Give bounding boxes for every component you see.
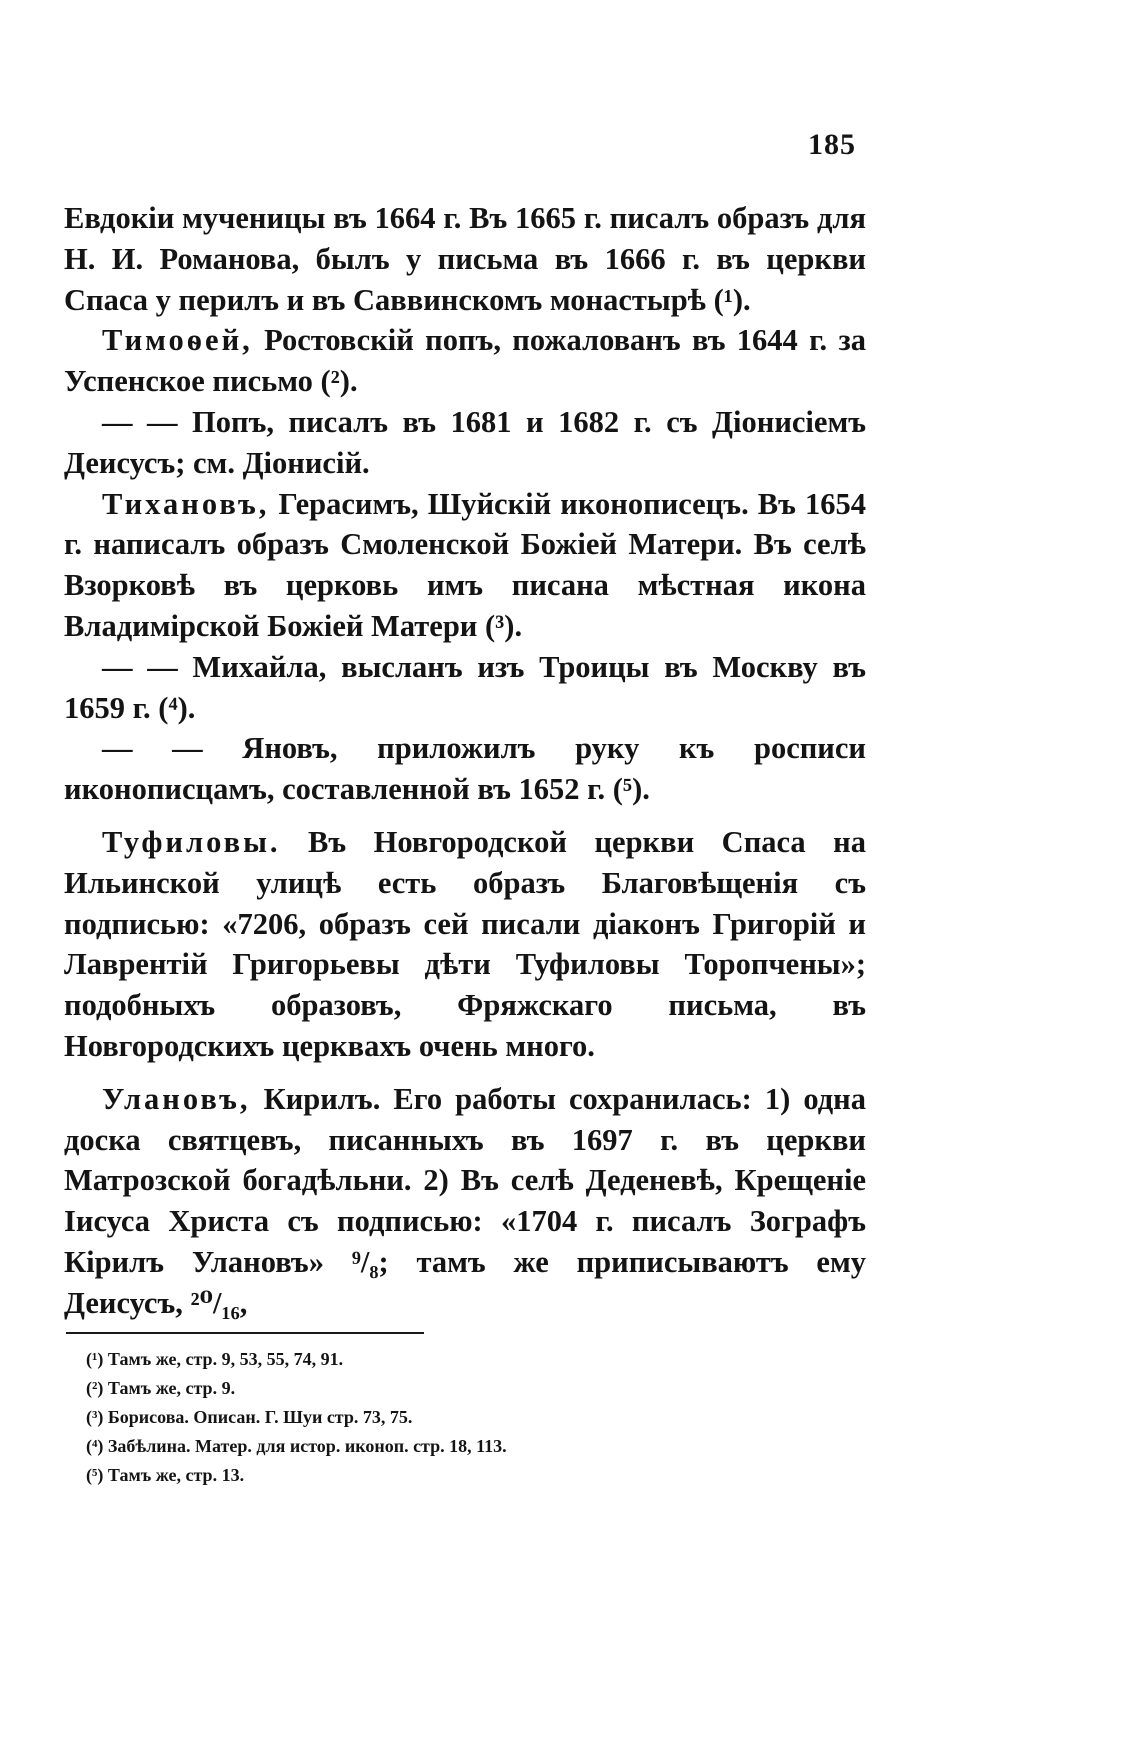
page-number: 185 <box>808 128 856 161</box>
footnote <box>86 1374 846 1403</box>
paragraph <box>64 647 866 729</box>
footnote-mark: (²) <box>86 1378 104 1398</box>
paragraph <box>64 320 866 402</box>
ditto-dashes: — — <box>102 404 178 439</box>
paragraph <box>64 822 866 1067</box>
footnote-text: Борисова. Описан. Г. Шуи стр. 73, 75. <box>107 1407 413 1427</box>
paragraph <box>64 198 866 320</box>
paragraph <box>64 1079 866 1324</box>
paragraph-text: Евдокіи мученицы въ 1664 г. Въ 1665 г. писалъ образъ для Н. И. Романова, былъ у письма въ 1666 г. въ церкви Спаса у перилъ и въ Саввинскомъ монастырѣ (¹). <box>64 201 866 317</box>
entry-heading: Улановъ, <box>102 1081 251 1116</box>
entry-heading: Тихановъ, <box>102 486 270 521</box>
entry-heading: Туфиловы. <box>102 824 281 859</box>
footnote <box>86 1403 846 1432</box>
footnotes <box>86 1345 846 1490</box>
footnote-mark: (⁴) <box>86 1436 104 1456</box>
paragraph-text: Въ Новгородской церкви Спаса на Ильинской улицѣ есть образъ Благовѣщенія съ подписью: «7206, образъ сей писали діаконъ Григорій и Лаврентій Григорьевы дѣти Туфиловы Торопчены»; подобныхъ образовъ, Фряжскаго письма, въ Новгородскихъ церквахъ очень много. <box>64 824 866 1063</box>
footnote-text: Забѣлина. Матер. для истор. иконоп. стр. 18, 113. <box>107 1436 507 1456</box>
footnote-mark: (⁵) <box>86 1465 104 1485</box>
paragraph-text: Михайла, высланъ изъ Троицы въ Москву въ 1659 г. (⁴). <box>64 649 866 725</box>
paragraph-text: Герасимъ, Шуйскій иконописецъ. Въ 1654 г. написалъ образъ Смоленской Божіей Матери. Въ селѣ Взорковѣ въ церковь имъ писана мѣстная икона Владимірской Божіей Матери (³). <box>64 486 866 643</box>
footnote-divider <box>66 1332 424 1334</box>
footnote-text: Тамъ же, стр. 13. <box>107 1465 245 1485</box>
paragraph <box>64 484 866 647</box>
footnote-text: Тамъ же, стр. 9. <box>107 1378 236 1398</box>
paragraph <box>64 402 866 484</box>
entry-heading: Тимоѳей, <box>102 323 253 358</box>
footnote <box>86 1345 846 1374</box>
footnote <box>86 1461 846 1490</box>
footnote <box>86 1432 846 1461</box>
ditto-dashes: — — <box>102 731 203 766</box>
paragraph-text: Попъ, писалъ въ 1681 и 1682 г. съ Діонисіемъ Деисусъ; см. Діонисій. <box>64 404 867 480</box>
ditto-dashes: — — <box>102 649 178 684</box>
paragraph-text: Ростовскій попъ, пожалованъ въ 1644 г. за Успенское письмо (²). <box>64 323 866 399</box>
footnote-text: Тамъ же, стр. 9, 53, 55, 74, 91. <box>107 1349 344 1369</box>
paragraph-text: Кирилъ. Его работы сохранилась: 1) одна доска святцевъ, писанныхъ въ 1697 г. въ церкви Матрозской богадѣльни. 2) Въ селѣ Деденевѣ, Крещеніе Іисуса Христа съ подписью: «1704 г. писалъ Зографъ Кірилъ Улановъ» ⁹/₈; тамъ же приписываютъ ему Деисусъ, ²⁰/₁₆, <box>64 1081 866 1320</box>
footnote-mark: (¹) <box>86 1349 104 1369</box>
main-text <box>64 198 866 1324</box>
footnote-mark: (³) <box>86 1407 104 1427</box>
paragraph-text: Яновъ, приложилъ руку къ росписи иконописцамъ, составленной въ 1652 г. (⁵). <box>64 731 866 807</box>
paragraph <box>64 728 866 810</box>
